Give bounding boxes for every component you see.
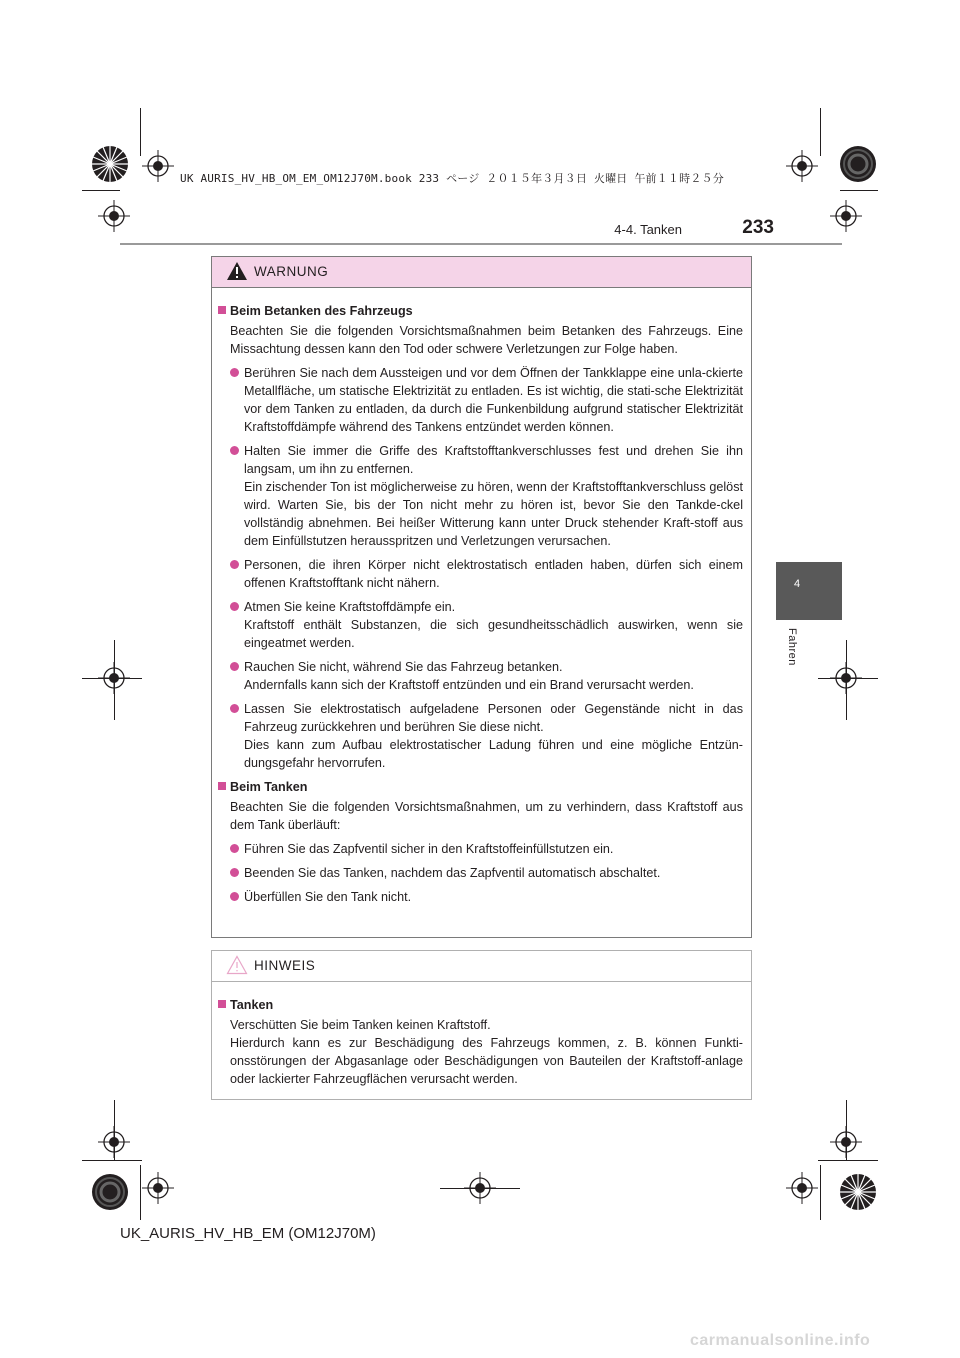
document-code: UK_AURIS_HV_HB_EM (OM12J70M)	[120, 1225, 376, 1242]
bullet-text: Atmen Sie keine Kraftstoffdämpfe ein.	[244, 600, 456, 614]
chapter-tab	[776, 562, 842, 620]
bullet-text: Dies kann zum Aufbau elektrostatischer Ladung führen und eine mögliche Entzün-dungsgefahr hervorrufen.	[244, 738, 743, 770]
bullet-text: Führen Sie das Zapfventil sicher in den Kraftstoffeinfüllstutzen ein.	[244, 842, 614, 856]
notice-line: Verschütten Sie beim Tanken keinen Kraftstoff.	[230, 1018, 491, 1032]
warning-section	[218, 778, 743, 906]
page-number: 233	[742, 217, 774, 238]
crosshair-mark-icon	[142, 150, 174, 182]
section-heading: Beim Tanken	[218, 778, 743, 796]
warning-header	[212, 257, 751, 288]
bullet-item	[218, 700, 743, 772]
notice-box	[211, 950, 752, 1100]
bullet-item	[218, 888, 743, 906]
bullet-item	[218, 364, 743, 436]
bullet-item	[218, 442, 743, 550]
notice-line: Hierdurch kann es zur Beschädigung des Fahrzeugs kommen, z. B. können Funkti-onsstörungen der Abgasanlage oder Beschädigungen von Bauteilen der Kraftstoff-anlage oder lackierter Fahrzeugflächen verursacht werden.	[230, 1036, 743, 1086]
warning-title: WARNUNG	[254, 264, 329, 279]
section-intro: Beachten Sie die folgenden Vorsichtsmaßnahmen beim Betanken des Fahrzeugs. Eine Missachtung dessen kann den Tod oder schwere Verletzungen zur Folge haben.	[230, 324, 743, 356]
bullet-item	[218, 658, 743, 694]
bullet-text: Lassen Sie elektrostatisch aufgeladene Personen oder Gegenstände nicht in das Fahrzeug zurückkehren und berühren Sie diese nicht.	[244, 702, 743, 734]
bullet-item	[218, 840, 743, 858]
print-job-note: UK AURIS_HV_HB_OM_EM_OM12J70M.book 233 ページ ２０１５年３月３日 火曜日 午前１１時２５分	[180, 172, 724, 185]
bullet-item	[218, 864, 743, 882]
section-title: 4-4. Tanken	[614, 222, 682, 237]
crosshair-mark-icon	[830, 200, 862, 232]
bullet-text: Berühren Sie nach dem Aussteigen und vor dem Öffnen der Tankklappe eine unla-ckierte Metallfläche, um statische Elektrizität zu entladen. Es ist wichtig, die stati-sche Elektrizität vor dem Tanken zu entladen, da durch die Funkenbildung aufgrund statischer Elektrizität Kraftstoffdämpfe während des Tankens entzündet werden können.	[244, 366, 743, 434]
chapter-number: 4	[794, 578, 801, 590]
section-intro: Beachten Sie die folgenden Vorsichtsmaßnahmen, um zu verhindern, dass Kraftstoff aus dem Tank überläuft:	[230, 800, 743, 832]
notice-body	[212, 982, 751, 1088]
registration-mark-icon	[88, 142, 132, 186]
notice-heading: Tanken	[218, 996, 743, 1014]
bullet-text: Kraftstoff enthält Substanzen, die sich gesundheitsschädlich auswirken, wenn sie eingeatmet werden.	[244, 618, 743, 650]
bullet-text: Andernfalls kann sich der Kraftstoff entzünden und ein Brand verursacht werden.	[244, 678, 694, 692]
notice-section	[218, 996, 743, 1088]
bullet-item	[218, 556, 743, 592]
notice-title: HINWEIS	[254, 958, 316, 973]
crosshair-mark-icon	[142, 1172, 174, 1204]
crosshair-mark-icon	[98, 200, 130, 232]
bullet-text: Rauchen Sie nicht, während Sie das Fahrzeug betanken.	[244, 660, 563, 674]
bullet-text: Beenden Sie das Tanken, nachdem das Zapfventil automatisch abschaltet.	[244, 866, 661, 880]
registration-mark-icon	[836, 1170, 880, 1214]
warning-box	[211, 256, 752, 938]
bullet-text: Ein zischender Ton ist möglicherweise zu hören, wenn der Kraftstofftankverschluss gelöst wird. Warten Sie, bis der Ton nicht mehr zu hören ist, bevor Sie den Tankde-ckel vollständig abnehmen. Bei heißer Witterung kann unter Druck stehender Kraft-stoff aus dem Einfüllstutzen herausspritzen und Verletzungen verursachen.	[244, 480, 743, 548]
notice-header	[212, 951, 751, 982]
bullet-text: Halten Sie immer die Griffe des Kraftstofftankverschlusses fest und drehen Sie ihn langsam, um ihn zu entfernen.	[244, 444, 743, 476]
bullet-text: Überfüllen Sie den Tank nicht.	[244, 890, 412, 904]
registration-mark-icon	[88, 1170, 132, 1214]
warning-section	[218, 302, 743, 772]
section-heading: Beim Betanken des Fahrzeugs	[218, 302, 743, 320]
registration-mark-icon	[836, 142, 880, 186]
header-rule	[120, 243, 842, 245]
crosshair-mark-icon	[786, 1172, 818, 1204]
watermark: carmanualsonline.info	[690, 1332, 871, 1349]
warning-body	[212, 288, 751, 906]
crosshair-mark-icon	[786, 150, 818, 182]
chapter-label: Fahren	[786, 628, 798, 666]
warning-triangle-icon	[226, 261, 248, 281]
bullet-item	[218, 598, 743, 652]
caution-triangle-icon	[226, 955, 248, 975]
bullet-text: Personen, die ihren Körper nicht elektrostatisch entladen haben, dürfen sich einem offenen Kraftstofftank nicht nähern.	[244, 558, 743, 590]
notice-paragraph	[218, 1016, 743, 1088]
